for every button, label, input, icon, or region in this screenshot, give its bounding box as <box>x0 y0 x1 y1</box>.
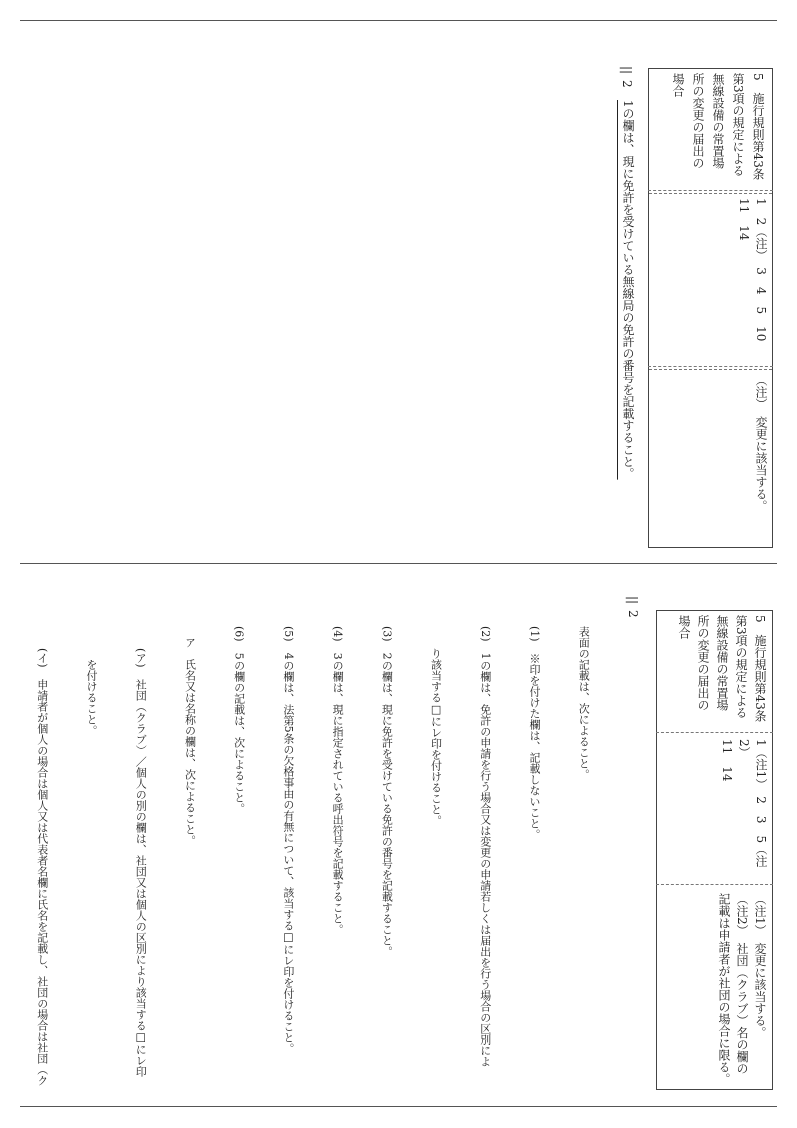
note-line: (イ) 申請者が個人の場合は個人又は代表者名欄に氏名を記載し、社団の場合は社団（ク <box>35 626 49 1086</box>
bottom-table-divider-1 <box>656 732 773 733</box>
bottom-table-items <box>657 735 772 875</box>
bottom-table <box>656 610 773 1090</box>
bottom-table-divider-2 <box>656 884 773 885</box>
note-line <box>0 626 1 1100</box>
bottom-table-note <box>657 889 772 1089</box>
bottom-table-row-label: 5 施行規則第43条第3項の規定による無線設備の常置場所の変更の届出の場合 <box>677 615 767 722</box>
top-table-row-label: 5 施行規則第43条第3項の規定による無線設備の常置場所の変更の届出の場合 <box>671 73 765 180</box>
top-table-divider-2 <box>648 366 773 367</box>
note-line: (2) 1の欄は、免許の申請を行う場合又は変更の申請若しくは届出を行う場合の区別によ <box>478 626 492 1067</box>
top-table-items-line2: 11 14 <box>737 198 751 241</box>
note-line: (1) ※印を付けた欄は、記載しないこと。 <box>527 626 541 840</box>
bottom-table-note1: （注1） 変更に該当する。 <box>753 893 767 1039</box>
top-section-number: 2 <box>620 80 634 88</box>
top-table-items <box>649 193 772 363</box>
bottom-notes <box>0 626 624 1100</box>
note-line: (ア) 社団（クラブ）／個人の別の欄は、社団又は個人の区別により該当する□にレ印 <box>134 626 148 1077</box>
bottom-section-mark: || <box>626 596 640 605</box>
note-line: (5) 4の欄は、法第5条の欠格事由の有無について、該当する□にレ印を付けること。 <box>281 626 295 1054</box>
bottom-rule <box>20 1106 777 1107</box>
note-line: (6) 5の欄の記載は、次によること。 <box>232 626 246 814</box>
note-line: ア 氏名又は名称の欄は、次によること。 <box>183 626 197 846</box>
top-note-text: 1の欄は、現に免許を受けている無線局の免許の番号を記載すること。 <box>621 100 635 480</box>
middle-rule <box>20 563 777 564</box>
note-line: を付けること。 <box>85 626 98 736</box>
note-line: り該当する□にレ印を付けること。 <box>429 626 443 826</box>
bottom-table-note2: （注2） 社団（クラブ）名の欄の記載は申請者が社団の場合に限る。 <box>717 893 749 1085</box>
top-rule <box>20 20 777 21</box>
top-table-divider-1 <box>648 190 773 191</box>
top-table-note: （注） 変更に該当する。 <box>649 369 772 547</box>
top-table-items-line1: 1 2（注） 3 4 5 10 <box>754 198 768 342</box>
note-line: 表面の記載は、次によること。 <box>577 626 591 780</box>
top-table <box>648 68 773 548</box>
note-line: (4) 3の欄は、現に指定されている呼出符号を記載すること。 <box>331 626 345 935</box>
note-line: (3) 2の欄は、現に免許を受けている免許の番号を記載すること。 <box>380 626 394 957</box>
bottom-table-items-line1: 1（注1） 2 3 5（注2） <box>737 739 768 868</box>
bottom-section-number: 2 <box>626 610 640 618</box>
bottom-table-items-line2: 11 14 <box>720 739 734 782</box>
top-section-mark: || <box>620 66 634 75</box>
